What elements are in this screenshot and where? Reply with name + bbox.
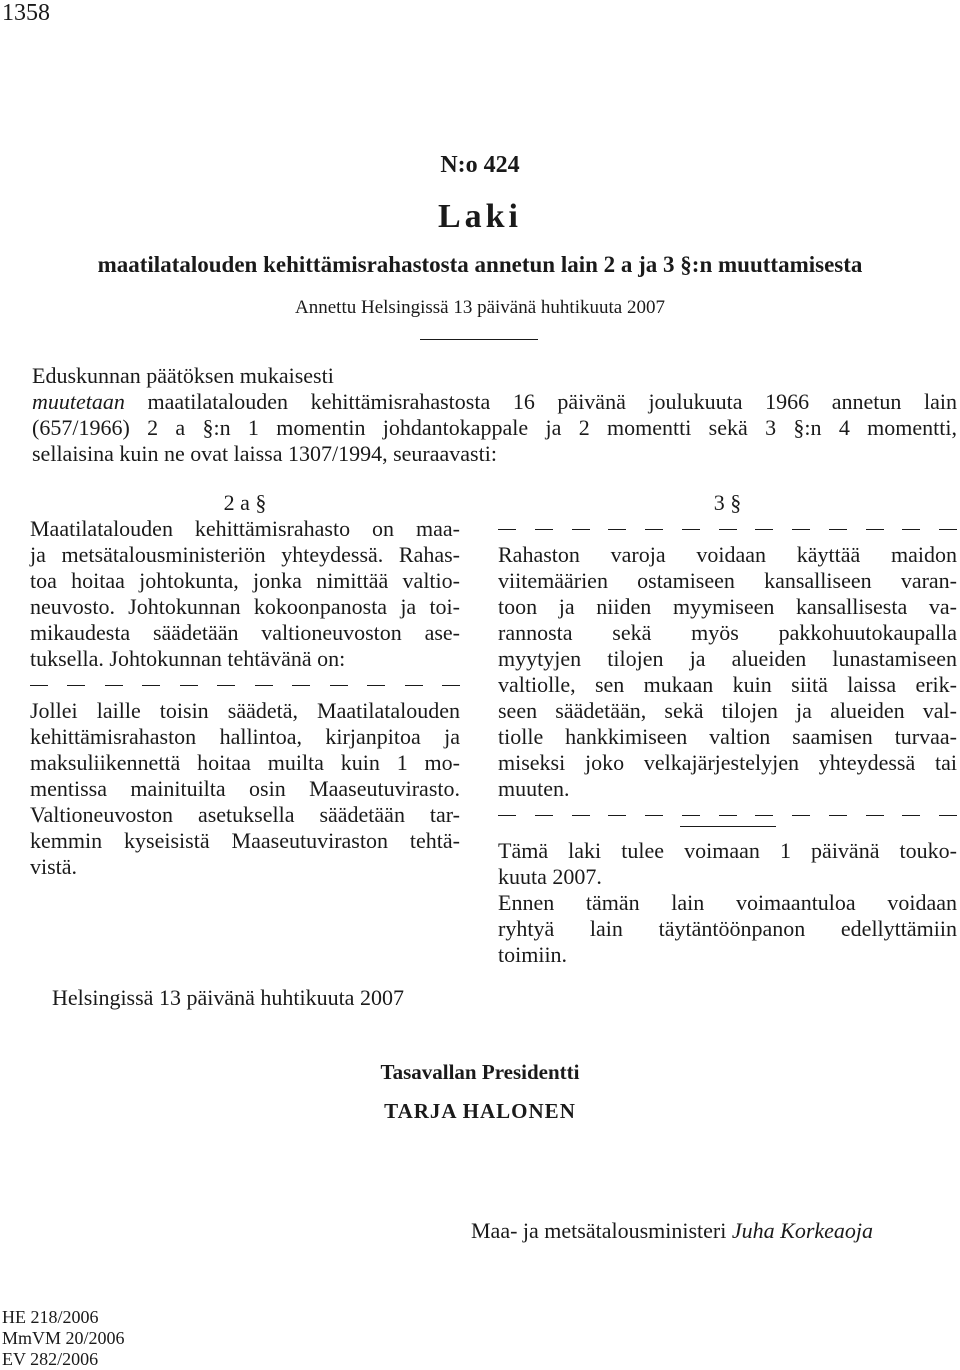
omission-dashes: [498, 516, 957, 542]
text-line: myytyjen tilojen ja alueiden lunastamiseen: [498, 646, 957, 671]
law-heading: Laki: [437, 198, 523, 235]
reference-item: EV 282/2006: [2, 1349, 99, 1369]
president-name: TARJA HALONEN: [384, 1099, 576, 1123]
text-line: kemmin kyseisistä Maaseutuviraston tehtä-: [30, 828, 460, 853]
title-divider: [420, 339, 538, 340]
section-heading: 3 §: [713, 490, 742, 515]
text-line: Rahaston varoja voidaan käyttää maidon: [498, 542, 957, 567]
text-line: tuksella. Johtokunnan tehtävänä on:: [30, 646, 346, 671]
text-line: kuuta 2007.: [498, 864, 602, 889]
text-line: Valtioneuvoston asetuksella säädetään tar-: [30, 802, 460, 827]
text-line: rannosta sekä myös pakkohuutokaupalla: [498, 620, 957, 645]
section-heading: 2 a §: [223, 490, 267, 515]
preamble-text: maatilatalouden kehittämisrahastosta 16 päivänä joulukuuta 1966 annetun lain: [124, 389, 957, 414]
preamble-line: Eduskunnan päätöksen mukaisesti: [32, 363, 334, 388]
section-2a: [30, 490, 460, 880]
omission-dashes: [498, 802, 957, 828]
reference-item: HE 218/2006: [2, 1307, 99, 1327]
page-number: 1358: [2, 0, 50, 26]
text-line: toa hoitaa johtokunta, jonka nimittää valtio-: [30, 568, 460, 593]
text-line: muuten.: [498, 776, 570, 801]
text-line: toon ja niiden myymiseen kansallisesta va-: [498, 594, 957, 619]
minister-name: Juha Korkeaoja: [731, 1218, 874, 1243]
text-line: Maatilatalouden kehittämisrahasto on maa-: [30, 516, 460, 541]
text-line: mikaudesta säädetään valtioneuvoston ase-: [30, 620, 460, 645]
references: [2, 1307, 125, 1370]
text-line: tiolle hankkimiseen valtion saamisen turvaa-: [498, 724, 957, 749]
preamble-line: sellaisina kuin ne ovat laissa 1307/1994, seuraavasti:: [32, 441, 497, 466]
issued-line: Annettu Helsingissä 13 päivänä huhtikuuta 2007: [295, 297, 665, 318]
text-line: miseksi joko velkajärjestelyjen yhteydessä tai: [498, 750, 957, 775]
text-line: neuvosto. Johtokunnan kokoonpanosta ja toi-: [30, 594, 460, 619]
text-line: mentissa mainituilta osin Maaseutuvirasto.: [30, 776, 460, 801]
minister-signature: [471, 1218, 873, 1244]
text-line: valtiolle, sen mukaan kuin siitä laissa erik-: [498, 672, 957, 697]
president-title: Tasavallan Presidentti: [380, 1060, 580, 1084]
text-line: toimiin.: [498, 942, 568, 967]
text-line: ryhtyä lain täytäntöönpanon edellyttämiin: [498, 916, 957, 941]
preamble-line: [32, 389, 957, 415]
preamble-emphasis: muutetaan: [32, 389, 125, 414]
text-line: maksuliikennettä hoitaa muilta kuin 1 mo-: [30, 750, 460, 775]
section-3: [498, 490, 957, 828]
statute-number: N:o 424: [440, 152, 520, 178]
text-line: Tämä laki tulee voimaan 1 päivänä touko-: [498, 838, 957, 863]
text-line: Ennen tämän lain voimaantuloa voidaan: [498, 890, 957, 915]
omission-dashes: [30, 672, 460, 698]
reference-item: MmVM 20/2006: [2, 1328, 125, 1348]
preamble-line: (657/1966) 2 a §:n 1 momentin johdantokappale ja 2 momentti sekä 3 §:n 4 momentti,: [32, 415, 957, 440]
text-line: kehittämisrahaston hallintoa, kirjanpitoa ja: [30, 724, 460, 749]
text-line: seen säädetään, sekä tilojen ja alueiden val-: [498, 698, 957, 723]
law-title: maatilatalouden kehittämisrahastosta annetun lain 2 a ja 3 §:n muuttamisesta: [97, 252, 863, 277]
text-line: ja metsätalousministeriön yhteydessä. Rahas-: [30, 542, 460, 567]
minister-title: Maa- ja metsätalousministeri: [471, 1218, 732, 1243]
preamble: [32, 363, 957, 467]
text-line: viitemäärien ostamiseen kansalliseen varan-: [498, 568, 957, 593]
section-divider: [680, 826, 776, 827]
text-line: Jollei laille toisin säädetä, Maatilatalouden: [30, 698, 460, 723]
place-date: Helsingissä 13 päivänä huhtikuuta 2007: [52, 985, 404, 1010]
text-line: vistä.: [30, 854, 78, 879]
entry-into-force: [498, 838, 957, 968]
